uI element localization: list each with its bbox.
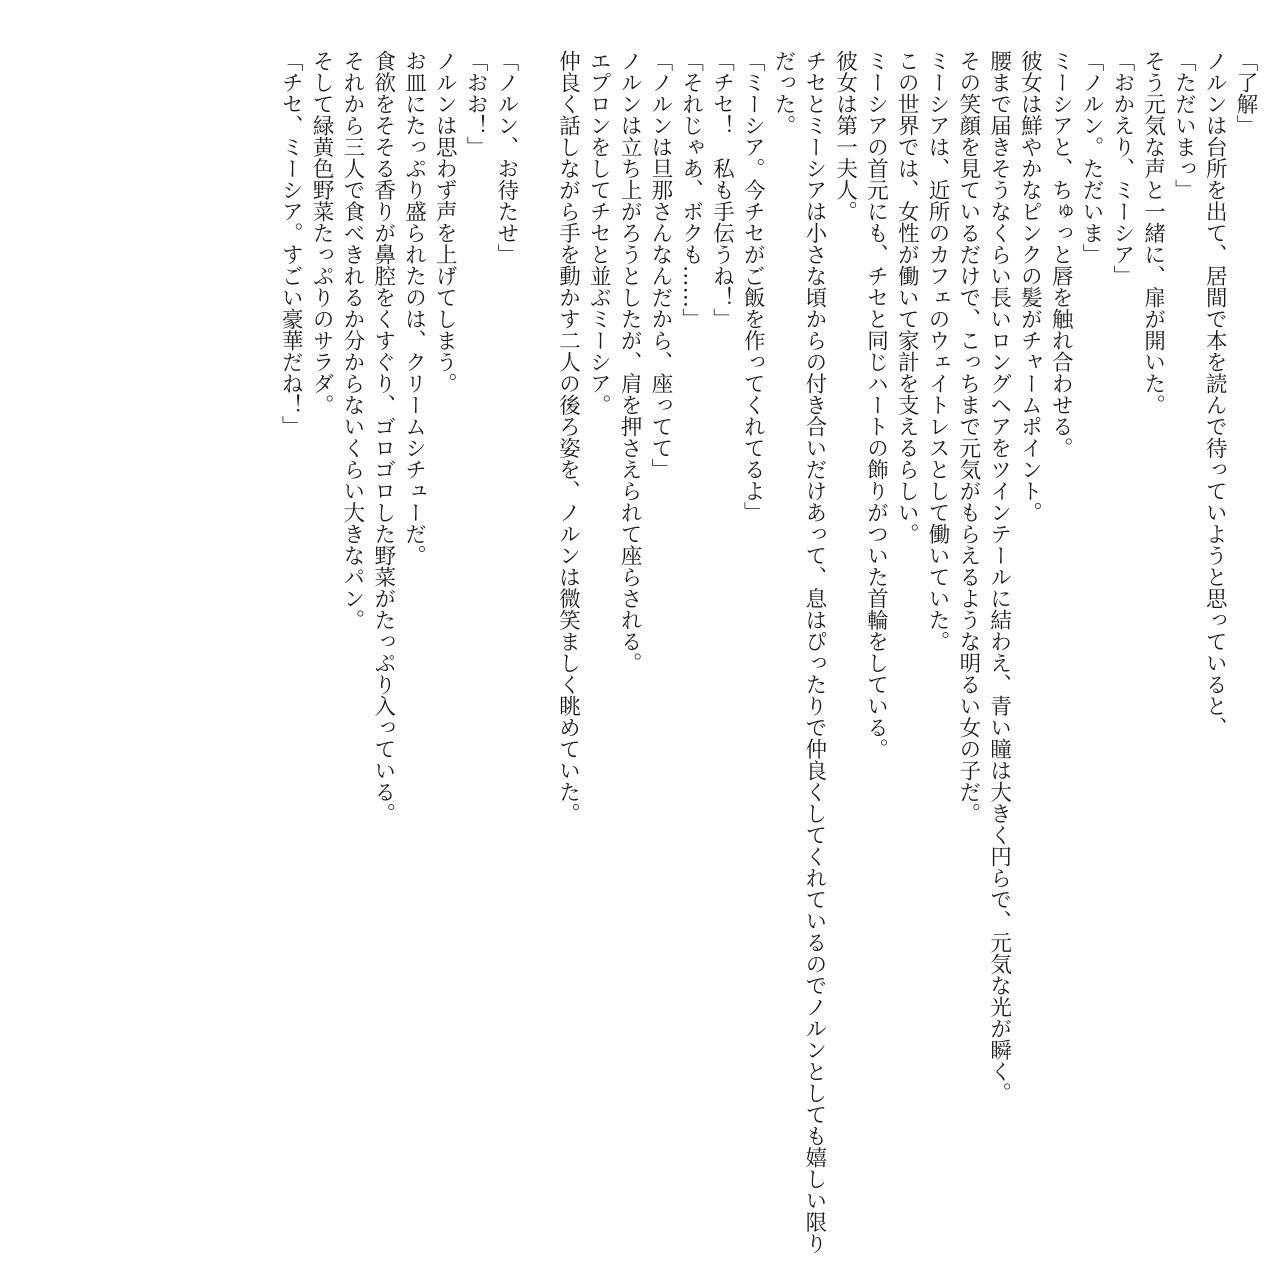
paragraph: ミーシアと、ちゅっと唇を触れ合わせる。 (1048, 50, 1074, 459)
paragraph: そう元気な声と一緒に、扉が開いた。 (1140, 50, 1166, 416)
paragraph: 仲良く話しながら手を動かす二人の後ろ姿を、ノルンは微笑ましく眺めていた。 (555, 50, 581, 824)
paragraph: エプロンをしてチセと並ぶミーシア。 (586, 50, 612, 416)
paragraph: ミーシアは、近所のカフェのウェイトレスとして働いていた。 (925, 50, 951, 652)
paragraph: 「おかえり、ミーシア」 (1109, 50, 1135, 287)
paragraph: 「了解」 (1233, 50, 1258, 136)
paragraph: 腰まで届きそうなくらい長いロングヘアをツインテールに結わえ、青い瞳は大きく円らで、元気な光が瞬く。 (986, 50, 1012, 1104)
paragraph: ノルンは台所を出て、居間で本を読んで待っていようと思っていると、 (1202, 50, 1228, 738)
paragraph: この世界では、女性が働いて家計を支えるらしい。 (894, 50, 920, 545)
paragraph: 「ノルン。ただいま」 (1079, 50, 1105, 265)
paragraph: 「チセ、ミーシア。すごい豪華だね！」 (278, 50, 304, 437)
paragraph: 「それじゃあ、ボクも……」 (678, 50, 704, 330)
paragraph: お皿にたっぷり盛られたのは、クリームシチューだ。 (401, 50, 427, 566)
paragraph: 彼女は鮮やかなピンクの髪がチャームポイント。 (1017, 50, 1043, 523)
paragraph: 彼女は第一夫人。 (832, 50, 858, 222)
paragraph: 食欲をそそる香りが鼻腔をくすぐり、ゴロゴロした野菜がたっぷり入っている。 (370, 50, 396, 824)
paragraph: 「ミーシア。今チセがご飯を作ってくれてるよ」 (740, 50, 766, 523)
blank-line (521, 50, 552, 1265)
vertical-text-body (20, 50, 1260, 1265)
paragraph: 「おお！」 (463, 50, 489, 158)
paragraph: 「ただいまっ」 (1171, 50, 1197, 201)
paragraph: そして緑黄色野菜たっぷりのサラダ。 (309, 50, 335, 416)
paragraph: 「ノルンは旦那さんなんだから、座ってて」 (647, 50, 673, 480)
paragraph: ミーシアの首元にも、チセと同じハートの飾りがついた首輪をしている。 (863, 50, 889, 760)
paragraph: チセとミーシアは小さな頃からの付き合いだけあって、息はぴったりで仲良くしてくれているのでノルンとしても嬉しい限りだった。 (771, 50, 827, 1254)
paragraph: ノルンは立ち上がろうとしたが、肩を押さえられて座らされる。 (617, 50, 643, 674)
paragraph: 「チセ！ 私も手伝うね！」 (709, 50, 735, 330)
paragraph: それから三人で食べきれるか分からないくらい大きなパン。 (339, 50, 365, 631)
paragraph: 「ノルン、お待たせ」 (493, 50, 519, 265)
paragraph: ノルンは思わず声を上げてしまう。 (432, 50, 458, 394)
paragraph: その笑顔を見ているだけで、こっちまで元気がもらえるような明るい女の子だ。 (955, 50, 981, 824)
